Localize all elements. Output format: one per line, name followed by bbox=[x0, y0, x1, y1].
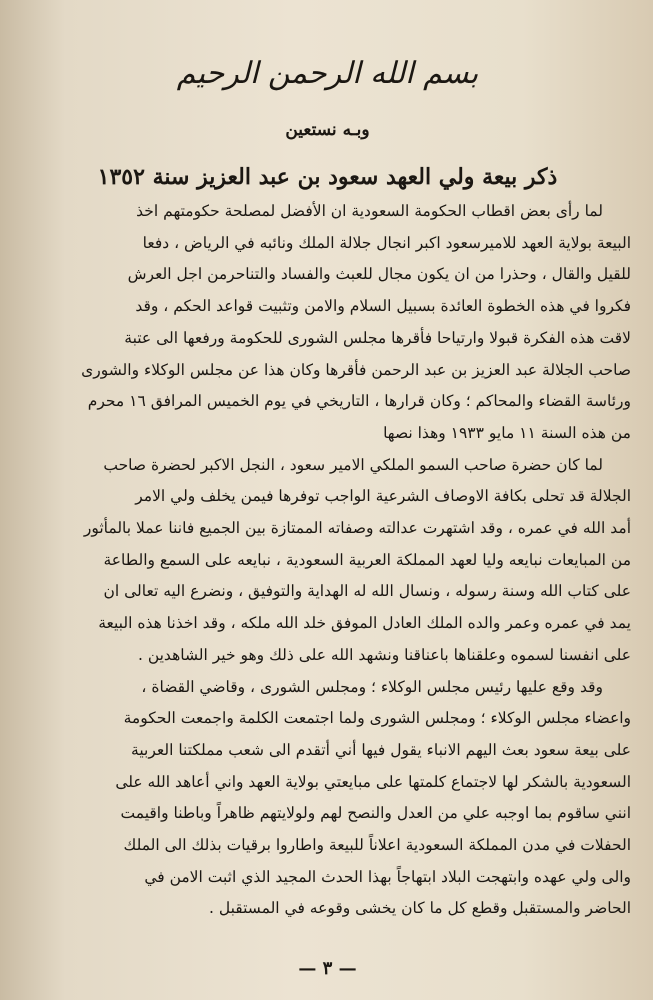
text-line: لما كان حضرة صاحب السمو الملكي الامير سعود ، النجل الاكبر لحضرة صاحب bbox=[103, 455, 603, 474]
text-line: والى ولي عهده وابتهجت البلاد ابتهاجاً بهذا الحدث المجيد الذي اثبت الامن في bbox=[144, 867, 631, 886]
paragraph-2 bbox=[24, 450, 631, 672]
text-line: للقيل والقال ، وحذرا من ان يكون مجال للعبث والفساد والتناحرمن اجل العرش bbox=[127, 265, 631, 284]
paragraph-1 bbox=[24, 196, 631, 450]
text-line: أمد الله في عمره ، وقد اشتهرت عدالته وصفاته الممتازة بين الجميع فاننا عملا بالمأثور bbox=[83, 519, 631, 538]
text-line: صاحب الجلالة عبد العزيز بن عبد الرحمن فأقرها وكان هذا عن مجلس الوكلاء والشورى bbox=[81, 360, 631, 379]
body-text bbox=[24, 196, 631, 925]
section-title: ذكر بيعة ولي العهد سعود بن عبد العزيز سنة ١٣٥٢ bbox=[97, 164, 558, 190]
text-line: من المبايعات نبايعه وليا لعهد المملكة العربية السعودية ، نبايعه على السمع والطاعة bbox=[103, 550, 631, 569]
page-number: — ٣ — bbox=[298, 958, 357, 979]
text-line: الجلالة قد تحلى بكافة الاوصاف الشرعية الواجب توفرها فيمن يخلف ولي الامر bbox=[135, 487, 631, 506]
text-line: واعضاء مجلس الوكلاء ؛ ومجلس الشورى ولما اجتمعت الكلمة واجمعت الحكومة bbox=[123, 709, 631, 728]
text-line: الحاضر والمستقبل وقطع كل ما كان يخشى وقوعه في المستقبل . bbox=[209, 899, 631, 918]
text-line: وقد وقع عليها رئيس مجلس الوكلاء ؛ ومجلس الشورى ، وقاضي القضاة ، bbox=[141, 677, 603, 696]
paragraph-3 bbox=[24, 672, 631, 926]
text-line: فكروا في هذه الخطوة العائدة بسبيل السلام والامن وتثبيت قواعد الحكم ، وقد bbox=[135, 297, 631, 316]
text-line: على كتاب الله وسنة رسوله ، ونسال الله له الهداية والتوفيق ، ونضرع اليه تعالى ان bbox=[103, 582, 631, 601]
text-line: على انفسنا لسموه وعلقناها باعناقنا ونشهد الله على ذلك وهو خير الشاهدين . bbox=[137, 645, 631, 664]
text-line: لما رأى بعض اقطاب الحكومة السعودية ان الأفضل لمصلحة حكومتهم اخذ bbox=[136, 202, 603, 220]
text-line: على بيعة سعود بعث اليهم الانباء يقول فيها أني أتقدم الى شعب مملكتنا العربية bbox=[131, 740, 631, 759]
text-line: يمد في عمره وعمر والده الملك العادل الموفق خلد الله ملكه ، وقد اخذنا هذه البيعة bbox=[98, 614, 631, 633]
basmala-calligraphy: بسم الله الرحمن الرحيم bbox=[176, 56, 479, 91]
text-line: ورئاسة القضاء والمحاكم ؛ وكان قرارها ، التاريخي في يوم الخميس المرافق ١٦ محرم bbox=[87, 392, 631, 411]
text-line: انني ساقوم بما اوجبه علي من العدل والنصح لهم ولولايتهم ظاهراً وباطنا واقيمت bbox=[120, 804, 631, 823]
text-line: من هذه السنة ١١ مايو ١٩٣٣ وهذا نصها bbox=[383, 423, 631, 442]
text-line: الحفلات في مدن المملكة السعودية اعلاناً للبيعة واطاروا برقيات بذلك الى الملك bbox=[123, 836, 631, 855]
text-line: لاقت هذه الفكرة قبولا وارتياحا فأقرها مجلس الشورى للحكومة ورفعها الى عتبة bbox=[124, 328, 631, 347]
invocation-subtitle: وبـه نستعين bbox=[285, 120, 370, 140]
text-line: البيعة بولاية العهد للاميرسعود اكبر انجال جلالة الملك ونائبه في الرياض ، دفعا bbox=[142, 233, 631, 252]
text-line: السعودية بالشكر لها لاجتماع كلمتها على مبايعتي بولاية العهد واني أعاهد الله على bbox=[115, 772, 631, 791]
